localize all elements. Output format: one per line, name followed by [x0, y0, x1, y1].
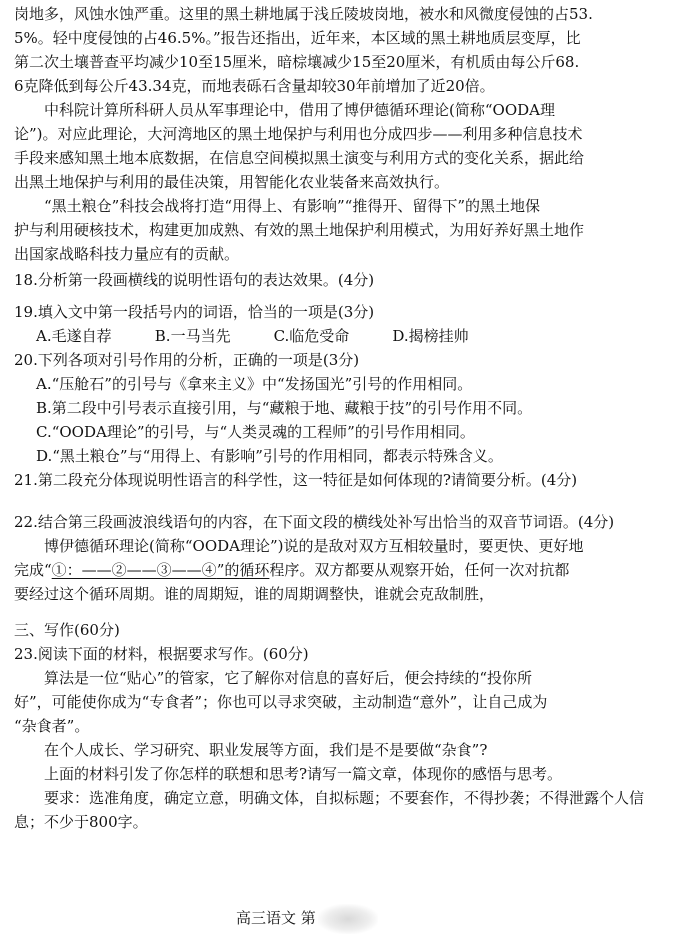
requirement-line: 要求：选准角度，确定立意，明确文体，自拟标题；不要套作，不得抄袭；不得泄露个人信 — [44, 789, 645, 807]
question-22-text-line: 博伊德循环理论(简称“OODA理论”)说的是敌对双方互相较量时，要更快、更好地 — [44, 537, 584, 555]
material-line: 上面的材料引发了你怎样的联想和思考?请写一篇文章，体现你的感悟与思考。 — [44, 765, 563, 783]
passage-line: 出黑土地保护与利用的最佳决策，用智能化农业装备来高效执行。 — [14, 173, 450, 191]
text-fragment: 完成“ — [14, 561, 52, 579]
material-line: 好”，可能使你成为“专食者”；你也可以寻求突破，主动制造“意外”，让自己成为 — [14, 693, 548, 711]
question-22-stem: 22.结合第三段画波浪线语句的内容，在下面文段的横线处补写出恰当的双音节词语。(4分) — [14, 513, 615, 531]
option-c: C.临危受命 — [273, 327, 350, 345]
passage-line: 手段来感知黑土地本底数据，在信息空间模拟黑土演变与利用方式的变化关系，据此给 — [14, 149, 585, 167]
scan-smudge — [318, 904, 378, 934]
question-19-options — [36, 324, 679, 348]
option-a: A.毛遂自荐 — [36, 327, 112, 345]
question-23-stem: 23.阅读下面的材料，根据要求写作。(60分) — [14, 645, 309, 663]
question-20-option-b: B.第二段中引号表示直接引用，与“藏粮于地、藏粮于技”的引号作用不同。 — [36, 399, 533, 417]
page-footer: 高三语文 第 — [236, 909, 316, 927]
question-20-option-a: A.“压舱石”的引号与《拿来主义》中“发扬国光”引号的作用相同。 — [36, 375, 473, 393]
question-22-text-line — [14, 558, 679, 582]
passage-line: 中科院计算所科研人员从军事理论中，借用了博伊德循环理论(简称“OODA理 — [44, 101, 555, 119]
option-d: D.揭榜挂帅 — [392, 327, 469, 345]
question-18: 18.分析第一段画横线的说明性语句的表达效果。(4分) — [14, 271, 375, 289]
question-21: 21.第二段充分体现说明性语言的科学性，这一特征是如何体现的?请简要分析。(4分) — [14, 471, 578, 489]
material-line: 算法是一位“贴心”的管家，它了解你对信息的喜好后，便会持续的“投你所 — [44, 669, 533, 687]
question-19-stem: 19.填入文中第一段括号内的词语，恰当的一项是(3分) — [14, 303, 375, 321]
question-20-option-c: C.“OODA理论”的引号，与“人类灵魂的工程师”的引号作用相同。 — [36, 423, 475, 441]
question-20-stem: 20.下列各项对引号作用的分析，正确的一项是(3分) — [14, 351, 360, 369]
passage-line: 5%。轻中度侵蚀的占46.5%。”报告还指出，近年来，本区域的黑土耕地质层变厚，比 — [14, 29, 581, 47]
question-20-option-d: D.“黑土粮仓”与“用得上、有影响”引号的作用相同，都表示特殊含义。 — [36, 447, 503, 465]
passage-line: 护与利用硬核技术，构建更加成熟、有效的黑土地保护利用模式，为用好养好黑土地作 — [14, 221, 585, 239]
material-line: 在个人成长、学习研究、职业发展等方面，我们是不是要做“杂食”? — [44, 741, 488, 759]
passage-line: 论”)。对应此理论，大河湾地区的黑土地保护与利用也分成四步——利用多种信息技术 — [14, 125, 583, 143]
text-fragment: ”的 — [216, 561, 240, 579]
passage-line: 岗地多，风蚀水蚀严重。这里的黑土耕地属于浅丘陵坡岗地，被水和风微度侵蚀的占53. — [14, 5, 593, 23]
passage-line: 第二次土壤普查平均减少10至15厘米，暗棕壤减少15至20厘米，有机质由每公斤68. — [14, 53, 580, 71]
requirement-line: 息；不少于800字。 — [14, 813, 148, 831]
material-line: “杂食者”。 — [14, 717, 90, 735]
passage-line: “黑土粮仓”科技会战将打造“用得上、有影响”“推得开、留得下”的黑土地保 — [44, 197, 541, 215]
passage-line: 出国家战略科技力量应有的贡献。 — [14, 245, 240, 263]
text-fragment: 程序。双方都要从观察开始，任何一次对抗都 — [269, 561, 570, 579]
fill-in-blanks: ①：——②——③——④ — [51, 561, 217, 579]
wavy-underlined-word: 循环 — [239, 561, 270, 579]
passage-line: 6克降低到每公斤43.34克，而地表砾石含量却较30年前增加了近20倍。 — [14, 77, 495, 95]
question-22-text-line: 要经过这个循环周期。谁的周期短，谁的周期调整快，谁就会克敌制胜， — [14, 585, 495, 603]
option-b: B.一马当先 — [154, 327, 231, 345]
section-heading: 三、写作(60分) — [14, 621, 120, 639]
